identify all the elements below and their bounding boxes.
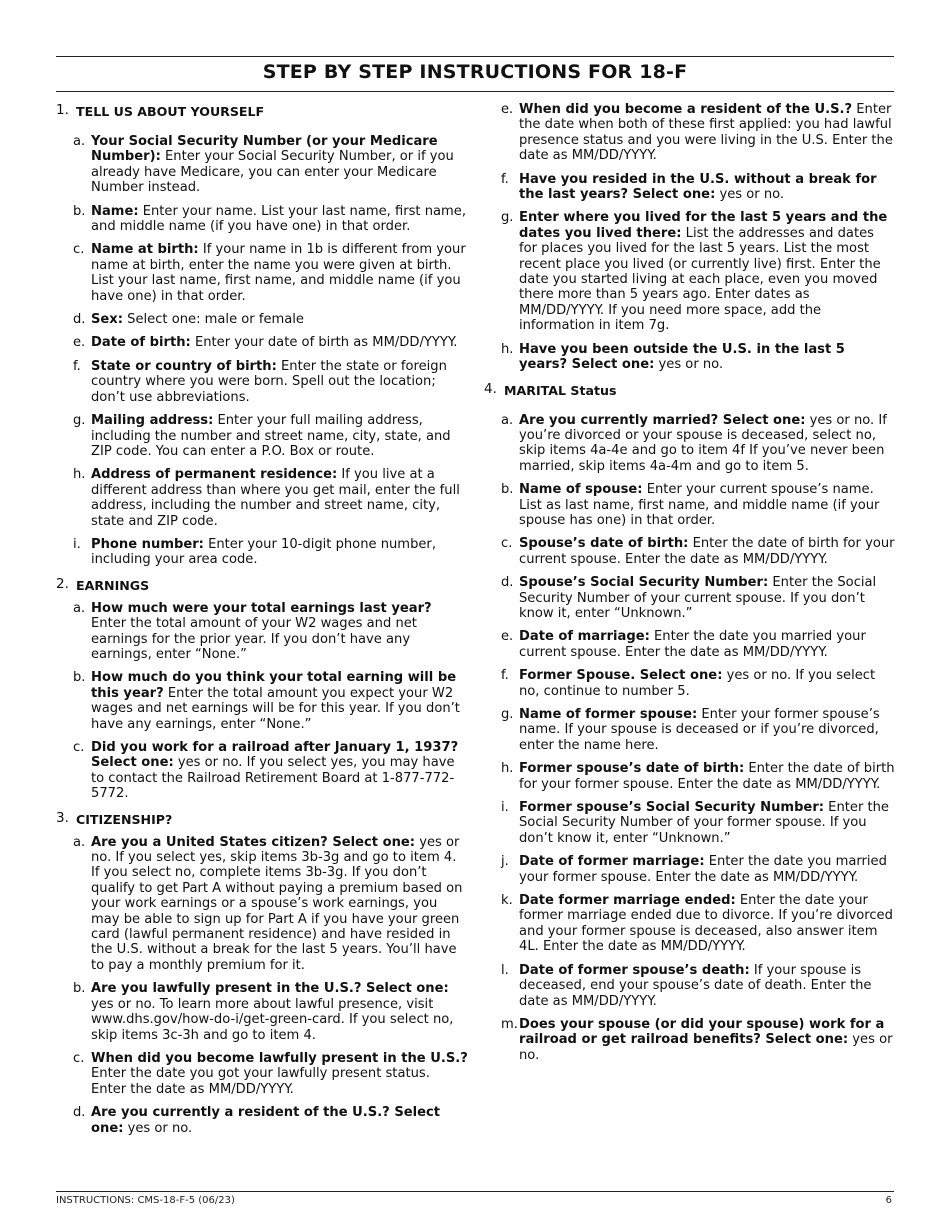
instruction-item bbox=[484, 761, 896, 792]
item-label: Date of birth: bbox=[91, 335, 191, 351]
item-label: Name: bbox=[91, 203, 139, 219]
item-label: Your Social Security Number (or your Medicare Number): bbox=[91, 134, 438, 165]
section-number: 2. bbox=[56, 575, 69, 592]
section-heading: EARNINGS bbox=[76, 577, 150, 593]
item-label: Did you work for a railroad after January 1, 1937? Select one: bbox=[91, 740, 459, 771]
instruction-item bbox=[484, 854, 896, 885]
item-text: Enter your current spouse’s name. List as last name, first name, and middle name (if your spouse has one) in that order. bbox=[519, 482, 880, 528]
instruction-item bbox=[56, 537, 468, 568]
item-label: When did you become a resident of the U.S.? bbox=[519, 102, 853, 117]
item-text: Enter your name. List your last name, first name, and middle name (if you have one) in that order. bbox=[91, 203, 467, 235]
item-letter: c. bbox=[73, 242, 85, 258]
item-letter: d. bbox=[73, 1105, 86, 1121]
item-text: Enter the state or foreign country where you were born. Spell out the location; don’t use abbreviations. bbox=[91, 358, 447, 405]
item-text: yes or no. bbox=[519, 1032, 893, 1063]
section-header bbox=[56, 102, 468, 120]
item-label: Sex: bbox=[91, 312, 123, 328]
item-text: yes or no. If you’re divorced or your spouse is deceased, select no, skip items 4a-4e and go to item 4f If you’ve never been married, skip items 4a-4m and go to item 5. bbox=[519, 412, 887, 474]
instruction-item bbox=[56, 835, 468, 974]
item-letter: h. bbox=[73, 467, 86, 483]
item-text: Enter the date you married your former spouse. Enter the date as MM/DD/YYYY. bbox=[519, 854, 887, 885]
item-label: How much do you think your total earning will be this year? bbox=[91, 670, 457, 701]
instruction-item bbox=[56, 981, 468, 1043]
item-text: Enter your Social Security Number, or if you already have Medicare, you can enter your Medicare Number instead. bbox=[91, 149, 454, 196]
instruction-item bbox=[484, 342, 896, 373]
section-items bbox=[56, 601, 468, 802]
item-text: Enter the Social Security Number of your current spouse. If you don’t know it, enter “Unknown.” bbox=[519, 575, 877, 621]
item-label: Spouse’s Social Security Number: bbox=[519, 575, 769, 591]
item-text: Enter the date you married your current spouse. Enter the date as MM/DD/YYYY. bbox=[519, 629, 866, 660]
instruction-item bbox=[56, 1105, 468, 1136]
item-label: Have you resided in the U.S. without a break for the last years? Select one: bbox=[519, 171, 877, 203]
item-label: Are you a United States citizen? Select one: bbox=[91, 834, 416, 850]
item-label: Mailing address: bbox=[91, 413, 214, 429]
instruction-item bbox=[56, 601, 468, 663]
instruction-item bbox=[484, 893, 896, 955]
item-letter: g. bbox=[501, 210, 514, 226]
item-letter: e. bbox=[501, 102, 514, 117]
instruction-item bbox=[56, 204, 468, 235]
item-letter: b. bbox=[73, 203, 86, 219]
item-letter: h. bbox=[501, 761, 514, 777]
instruction-item bbox=[484, 575, 896, 621]
item-label: Enter where you lived for the last 5 years and the dates you lived there: bbox=[519, 210, 888, 241]
item-letter: h. bbox=[501, 341, 514, 357]
item-text: yes or no. If you select no, continue to number 5. bbox=[519, 668, 876, 699]
section-number: 4. bbox=[484, 380, 497, 397]
section-header bbox=[56, 576, 468, 594]
instruction-item bbox=[484, 413, 896, 475]
item-text: Enter the date of birth for your current spouse. Enter the date as MM/DD/YYYY. bbox=[519, 536, 895, 567]
item-letter: f. bbox=[73, 358, 81, 374]
section-header bbox=[56, 810, 468, 828]
instruction-item bbox=[56, 467, 468, 529]
item-letter: m. bbox=[501, 1016, 518, 1032]
item-letter: d. bbox=[73, 312, 86, 328]
instruction-item bbox=[484, 536, 896, 567]
item-letter: j. bbox=[501, 854, 509, 870]
item-letter: i. bbox=[73, 536, 81, 552]
item-text: Enter the total amount of your W2 wages and net earnings for the prior year. If you don’t have any earnings, enter “None.” bbox=[91, 616, 417, 662]
item-letter: f. bbox=[501, 668, 509, 684]
top-rule bbox=[56, 56, 894, 57]
right-column bbox=[484, 102, 896, 1071]
section-items bbox=[56, 134, 468, 568]
item-text: If your name in 1b is different from your name at birth, enter the name you were given at birth. List your last name, first name, and middle name (if you have one) in that order. bbox=[91, 242, 466, 304]
instruction-item bbox=[56, 359, 468, 405]
item-letter: a. bbox=[501, 412, 514, 428]
item-label: Are you currently a resident of the U.S.? Select one: bbox=[91, 1105, 441, 1136]
item-label: Former spouse’s Social Security Number: bbox=[519, 800, 825, 816]
item-label: Name of spouse: bbox=[519, 482, 643, 498]
item-letter: l. bbox=[501, 962, 509, 978]
instruction-item bbox=[484, 172, 896, 203]
item-text: Enter your date of birth as MM/DD/YYYY. bbox=[190, 335, 458, 351]
section-items bbox=[56, 835, 468, 1136]
instruction-item bbox=[56, 670, 468, 732]
item-letter: b. bbox=[73, 981, 86, 997]
item-text: Enter the date your former marriage ended due to divorce. If you’re divorced and your former spouse is deceased, also answer item 4L. Enter the date as MM/DD/YYYY. bbox=[519, 893, 893, 955]
instruction-item bbox=[56, 134, 468, 196]
item-text: Enter your 10-digit phone number, including your area code. bbox=[91, 536, 436, 568]
instruction-item bbox=[484, 1017, 896, 1063]
item-label: Former Spouse. Select one: bbox=[519, 668, 723, 684]
item-letter: c. bbox=[73, 740, 85, 755]
item-label: Address of permanent residence: bbox=[91, 467, 338, 483]
section-items bbox=[484, 413, 896, 1064]
item-label: Date of former spouse’s death: bbox=[519, 962, 750, 978]
item-text: List the addresses and dates for places you lived for the last 5 years. List the most recent place you lived (or currently live) first. Enter the date you started living at each place, even you moved there more than 5 years ago. Enter dates as MM/DD/YYYY. If you need more space, add the information in item 7g. bbox=[519, 225, 881, 334]
item-text: yes or no. To learn more about lawful presence, visit www.dhs.gov/how-do-i/get-green-card. If you select no, skip items 3c-3h and go to item 4. bbox=[91, 996, 454, 1043]
item-label: State or country of birth: bbox=[91, 358, 277, 374]
item-letter: a. bbox=[73, 134, 86, 149]
item-label: Name at birth: bbox=[91, 242, 199, 258]
item-letter: f. bbox=[501, 171, 509, 187]
instruction-item bbox=[56, 740, 468, 802]
item-label: Date former marriage ended: bbox=[519, 893, 736, 909]
item-label: How much were your total earnings last year? bbox=[91, 600, 432, 616]
section-heading: TELL US ABOUT YOURSELF bbox=[76, 104, 265, 119]
instruction-item bbox=[56, 335, 468, 350]
item-text: Enter the total amount you expect your W2 wages and net earnings will be for this year. If you don’t have any earnings, enter “None.” bbox=[91, 685, 460, 732]
instruction-item bbox=[484, 668, 896, 699]
instruction-item bbox=[484, 102, 896, 164]
item-text: Enter the date of birth for your former spouse. Enter the date as MM/DD/YYYY. bbox=[519, 761, 895, 792]
item-label: Name of former spouse: bbox=[519, 707, 698, 722]
item-text: Enter the date when both of these first applied: you had lawful presence status and you were living in the U.S. Enter the date as MM/DD/YYYY. bbox=[519, 102, 893, 164]
instruction-item bbox=[56, 413, 468, 459]
left-column bbox=[56, 102, 468, 1144]
item-label: Are you lawfully present in the U.S.? Select one: bbox=[91, 981, 449, 997]
item-text: yes or no. If you select yes, skip items 3b-3g and go to item 4. If you select no, complete items 3b-3g. If you don’t qualify to get Part A without paying a premium based on your work earnings or a spouse’s work earnings, you may be able to sign up for Part A if you have your green card (lawful permanent residence) and have resided in the U.S. without a break for the last 5 years. You’ll have to pay a monthly premium for it. bbox=[91, 834, 463, 973]
item-text: yes or no. If you select yes, you may have to contact the Railroad Retirement Board at 1-877-772-5772. bbox=[91, 755, 455, 802]
item-label: Have you been outside the U.S. in the last 5 years? Select one: bbox=[519, 341, 845, 373]
item-text: Enter the date you got your lawfully present status. Enter the date as MM/DD/YYYY. bbox=[91, 1066, 430, 1097]
footer-form-id: INSTRUCTIONS: CMS-18-F-5 (06/23) bbox=[56, 1195, 235, 1206]
item-label: Phone number: bbox=[91, 536, 204, 552]
item-letter: i. bbox=[501, 800, 509, 816]
section-number: 3. bbox=[56, 809, 69, 826]
page-number: 6 bbox=[885, 1195, 892, 1206]
item-text: yes or no. bbox=[123, 1120, 193, 1136]
item-letter: c. bbox=[73, 1050, 85, 1066]
item-letter: a. bbox=[73, 834, 86, 850]
item-text: yes or no. bbox=[715, 187, 785, 203]
instruction-item bbox=[484, 800, 896, 846]
item-letter: k. bbox=[501, 893, 513, 909]
item-letter: g. bbox=[73, 413, 86, 429]
instruction-item bbox=[484, 210, 896, 333]
section-number: 1. bbox=[56, 102, 69, 118]
item-letter: a. bbox=[73, 600, 86, 616]
section-items bbox=[484, 102, 896, 373]
item-letter: c. bbox=[501, 536, 513, 552]
item-text: Enter the Social Security Number of your former spouse. If you don’t know it, enter “Unknown.” bbox=[519, 800, 889, 846]
item-text: Enter your full mailing address, including the number and street name, city, state, and ZIP code. You can enter a P.O. Box or route. bbox=[91, 413, 451, 459]
item-label: Date of marriage: bbox=[519, 629, 650, 645]
instruction-item bbox=[484, 963, 896, 1009]
instruction-item bbox=[484, 482, 896, 528]
item-text: Enter your former spouse’s name. If your spouse is deceased or if you’re divorced, enter the name here. bbox=[519, 707, 880, 753]
instruction-item bbox=[56, 312, 468, 327]
item-letter: g. bbox=[501, 707, 514, 722]
item-letter: d. bbox=[501, 575, 514, 591]
item-label: Former spouse’s date of birth: bbox=[519, 761, 745, 777]
section-heading: MARITAL Status bbox=[504, 382, 617, 398]
section-header bbox=[484, 381, 896, 399]
item-label: When did you become lawfully present in the U.S.? bbox=[91, 1050, 468, 1066]
item-label: Date of former marriage: bbox=[519, 854, 705, 870]
item-text: yes or no. bbox=[654, 357, 724, 373]
item-letter: b. bbox=[501, 482, 514, 498]
item-letter: e. bbox=[501, 629, 514, 645]
instruction-item bbox=[56, 1051, 468, 1097]
instruction-item bbox=[484, 707, 896, 753]
section-heading: CITIZENSHIP? bbox=[76, 811, 173, 827]
instruction-item bbox=[56, 242, 468, 304]
page-title: STEP BY STEP INSTRUCTIONS FOR 18-F bbox=[262, 61, 688, 83]
title-rule bbox=[56, 91, 894, 92]
instruction-item bbox=[484, 629, 896, 660]
item-label: Spouse’s date of birth: bbox=[519, 536, 689, 552]
item-letter: b. bbox=[73, 670, 86, 686]
item-label: Are you currently married? Select one: bbox=[519, 412, 806, 428]
item-text: If you live at a different address than where you get mail, enter the full address, including the number and street name, city, state and ZIP code. bbox=[91, 467, 460, 529]
item-label: Does your spouse (or did your spouse) work for a railroad or get railroad benefits? Select one: bbox=[519, 1016, 885, 1048]
item-text: If your spouse is deceased, end your spouse’s date of death. Enter the date as MM/DD/YYYY. bbox=[519, 962, 872, 1009]
item-text: Select one: male or female bbox=[123, 312, 304, 328]
item-letter: e. bbox=[73, 335, 86, 351]
footer-rule bbox=[56, 1191, 894, 1192]
